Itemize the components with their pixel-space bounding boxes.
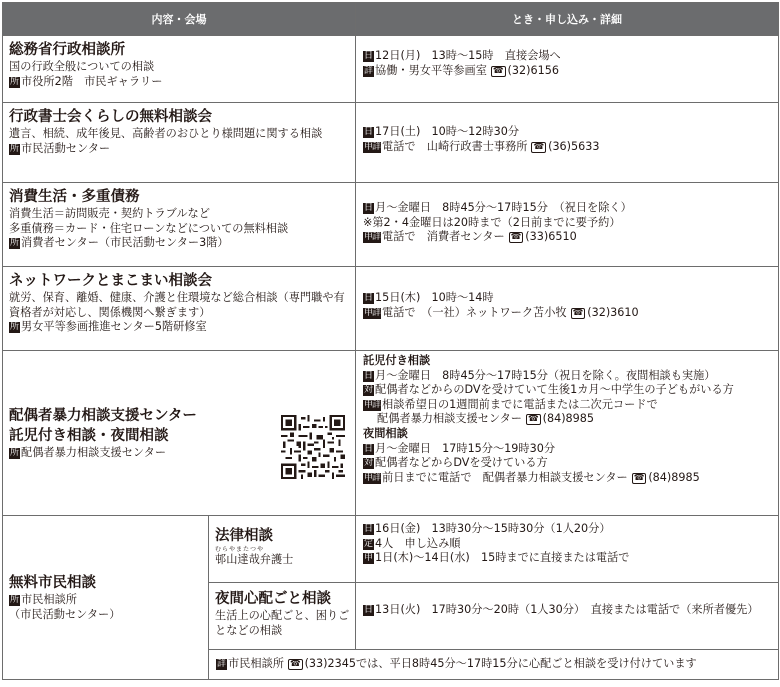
consultation-table xyxy=(2,2,779,680)
detail-line: 申詳 電話で 消費者センター ☎ (33)6510 xyxy=(364,230,577,244)
row-title: 消費生活・多重債務 xyxy=(9,189,140,205)
detail-line: 詳 市民相談所 ☎ (33)2345では、平日8時45分～17時15分に心配ごと相談を受け付けています xyxy=(217,657,697,670)
detail-line: 対 配偶者などからのDVを受けていて生後1カ月～中学生の子どもがいる方 xyxy=(364,383,734,397)
date-icon: 日 xyxy=(364,293,374,303)
place-icon: 所 xyxy=(10,238,20,249)
apply-detail-icon: 申詳 xyxy=(364,307,381,318)
detail-icon: 詳 xyxy=(217,659,227,669)
table-row xyxy=(3,183,779,267)
detail-line: 日 12日(月) 13時～15時 直接会場へ xyxy=(364,49,561,62)
detail-line: ※第2・4金曜日は20時まで（2日前までに要予約） xyxy=(363,215,621,229)
detail-line: 配偶者暴力相談支援センター ☎ (84)8985 xyxy=(377,412,595,426)
table-row xyxy=(3,267,779,351)
row-venue: 所 消費者センター（市民活動センター3階） xyxy=(10,236,229,250)
target-icon: 対 xyxy=(364,458,374,469)
detail-line: 日 月～金曜日 8時45分～17時15分 （祝日を除く） xyxy=(364,201,632,214)
place-icon: 所 xyxy=(10,76,20,87)
phone-number: (33)6510 xyxy=(525,230,577,244)
phone-number: (84)8985 xyxy=(648,470,700,484)
detail-line: 申詳 相談希望日の1週間前までに電話または二次元コードで xyxy=(364,397,658,411)
detail-line: 対 配偶者などからDVを受けている方 xyxy=(364,456,548,470)
tel-icon: ☎ xyxy=(633,472,645,483)
row-title: 行政書士会くらしの無料相談会 xyxy=(9,109,212,125)
apply-detail-icon: 申詳 xyxy=(364,399,381,410)
row-subtitle: 託児付き相談・夜間相談 xyxy=(9,427,169,444)
place-icon: 所 xyxy=(10,143,20,154)
apply-icon: 申 xyxy=(364,553,374,564)
sub-title: 法律相談 xyxy=(215,528,273,544)
date-icon: 日 xyxy=(364,605,374,615)
sub-title: 夜間心配ごと相談 xyxy=(215,591,331,607)
detail-icon: 詳 xyxy=(364,65,374,76)
place-icon: 所 xyxy=(10,594,20,605)
row-description: 就労、保育、離婚、健康、介護と住環境など総合相談（専門職や有資格者が対応し、関係機関へ繋ぎます） xyxy=(9,291,345,319)
tel-icon: ☎ xyxy=(289,659,301,669)
row-title: 配偶者暴力相談支援センター xyxy=(9,407,197,424)
table-row xyxy=(3,36,779,103)
date-icon: 日 xyxy=(364,127,374,137)
date-icon: 日 xyxy=(364,203,374,213)
row-description: 生活上の心配ごと、困りごとなどの相談 xyxy=(215,609,350,637)
date-icon: 日 xyxy=(364,524,374,534)
header-content-venue: 内容・会場 xyxy=(3,3,356,36)
phone-number: (32)6156 xyxy=(507,63,559,77)
row-description: 遺言、相続、成年後見、高齢者のおひとり様問題に関する相談 xyxy=(9,127,323,140)
date-icon: 日 xyxy=(364,443,374,454)
row-description: 国の行政全般についての相談 xyxy=(9,60,155,73)
lawyer-name: 邨山達哉弁護士 xyxy=(215,553,294,566)
table-row xyxy=(3,103,779,183)
row-venue: 所 市民活動センター xyxy=(10,141,111,155)
table-row xyxy=(3,351,779,516)
place-icon: 所 xyxy=(10,447,20,458)
apply-detail-icon: 申詳 xyxy=(364,232,381,243)
detail-line: 申詳 前日までに電話で 配偶者暴力相談支援センター ☎ (84)8985 xyxy=(364,470,700,484)
tel-icon: ☎ xyxy=(510,232,522,243)
place-icon: 所 xyxy=(10,322,20,333)
row-venue: 所 配偶者暴力相談支援センター xyxy=(10,445,167,459)
detail-line: 申詳 電話で 山崎行政書士事務所 ☎ (36)5633 xyxy=(364,139,600,153)
qr-code-icon[interactable] xyxy=(281,415,345,479)
detail-line: 日 月～金曜日 8時45分～17時15分（祝日を除く。夜間相談も実施） xyxy=(364,368,716,382)
header-details: とき・申し込み・詳細 xyxy=(356,3,779,36)
section-heading: 託児付き相談 xyxy=(363,354,431,367)
row-description: 多重債務＝カード・住宅ローンなどについての無料相談 xyxy=(9,221,289,235)
detail-line: 日 月～金曜日 17時15分～19時30分 xyxy=(364,441,556,455)
row-venue: 所 市役所2階 市民ギャラリー xyxy=(10,74,163,88)
row-title: 総務省行政相談所 xyxy=(9,42,125,58)
row-title: 無料市民相談 xyxy=(9,574,96,591)
table-row xyxy=(3,516,779,583)
tel-icon: ☎ xyxy=(533,141,545,152)
apply-detail-icon: 申詳 xyxy=(364,141,381,152)
row-venue: 所 市民相談所 xyxy=(10,592,77,606)
tel-icon: ☎ xyxy=(528,414,539,425)
row-venue-note: （市民活動センター） xyxy=(9,607,121,621)
detail-line: 日 16日(金) 13時30分～15時30分（1人20分） xyxy=(364,522,611,535)
phone-number: (32)3610 xyxy=(587,305,639,319)
row-venue: 所 男女平等参画推進センター5階研修室 xyxy=(10,320,207,334)
detail-line: 日 15日(木) 10時～14時 xyxy=(364,291,494,304)
tel-icon: ☎ xyxy=(572,307,584,318)
detail-line: 日 13日(火) 17時30分～20時（1人30分） 直接または電話で（来所者優先） xyxy=(364,603,759,616)
capacity-icon: 定 xyxy=(364,538,374,549)
row-description: 消費生活＝訪問販売・契約トラブルなど xyxy=(9,207,210,220)
detail-line: 申詳 電話で （一社）ネットワーク苫小牧 ☎ (32)3610 xyxy=(364,305,639,319)
phone-number: (36)5633 xyxy=(548,139,600,153)
detail-line: 申 1日(木)～14日(水) 15時までに直接または電話で xyxy=(364,551,630,565)
ruby-text: むらやまたつや xyxy=(215,546,265,553)
row-title: ネットワークとまこまい相談会 xyxy=(9,273,212,289)
tel-icon: ☎ xyxy=(492,65,504,76)
target-icon: 対 xyxy=(364,385,374,396)
detail-line: 詳 協働・男女平等参画室 ☎ (32)6156 xyxy=(364,63,559,77)
detail-line: 定 4人 申し込み順 xyxy=(364,536,461,550)
detail-line: 日 17日(土) 10時～12時30分 xyxy=(364,125,520,138)
date-icon: 日 xyxy=(364,51,374,61)
section-heading: 夜間相談 xyxy=(363,426,408,440)
apply-detail-icon: 申詳 xyxy=(364,472,381,483)
phone-number: (84)8985 xyxy=(542,412,595,426)
date-icon: 日 xyxy=(364,370,374,381)
